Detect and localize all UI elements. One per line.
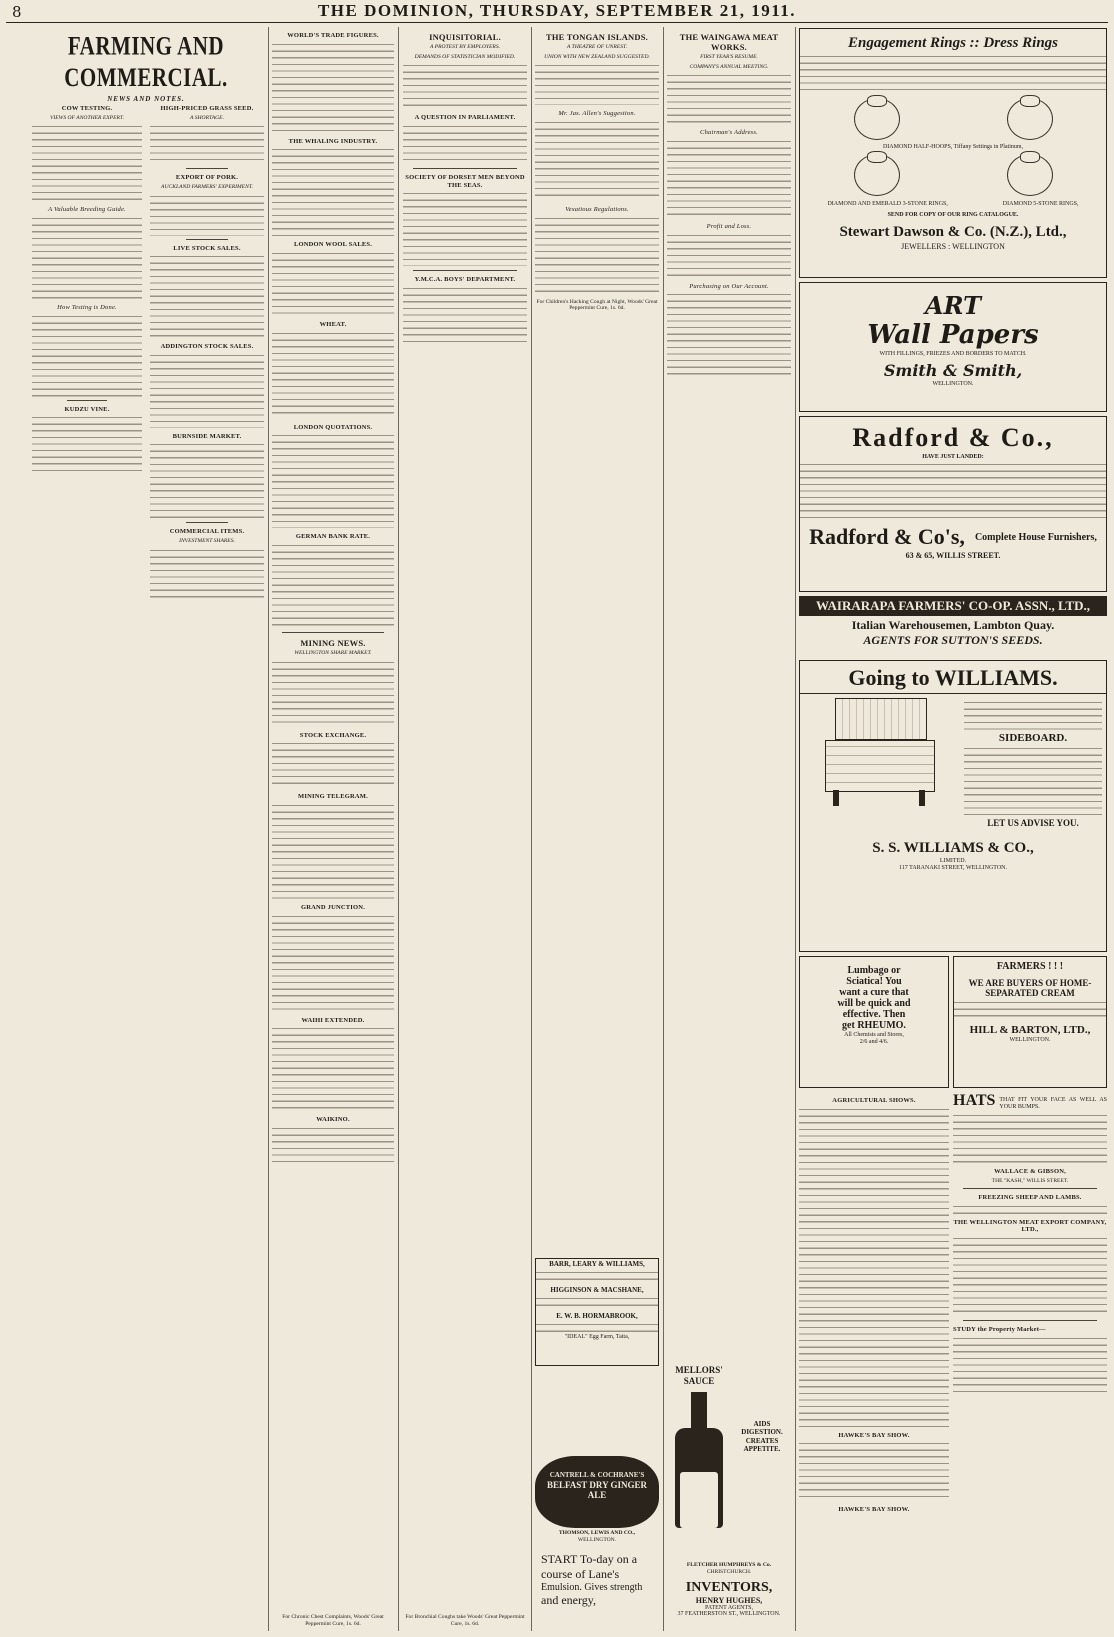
body-text xyxy=(32,216,142,299)
column-rule xyxy=(663,27,664,1631)
body-text xyxy=(272,543,394,628)
article-headline: KUDZU VINE. xyxy=(64,405,110,413)
divider xyxy=(413,270,517,271)
ad-address: 63 & 65, WILLIS STREET. xyxy=(905,551,1001,560)
radford-furnishers-ad xyxy=(799,416,1107,592)
ad-city: CHRISTCHURCH. xyxy=(706,1568,752,1575)
article-column-6 xyxy=(667,27,791,1357)
article-headline: GRAND JUNCTION. xyxy=(300,903,366,911)
column-rule xyxy=(398,27,399,1631)
ad-text xyxy=(536,1296,658,1310)
ad-text: DIAMOND 5-STONE RINGS, xyxy=(1002,201,1079,207)
ad-firm-name: HILL & BARTON, LTD., xyxy=(969,1024,1091,1036)
article-headline: WAIHI EXTENDED. xyxy=(301,1016,365,1024)
ad-title: HAWKE'S BAY SHOW. xyxy=(838,1431,910,1439)
smith-wallpapers-ad xyxy=(799,282,1107,412)
ad-brand: MELLORS' xyxy=(675,1365,723,1375)
article-subhead: VIEWS OF ANOTHER EXPERT. xyxy=(49,114,125,121)
article-subhead: A SHORTAGE. xyxy=(190,114,224,121)
footer-text: For Bronchial Coughs take Woods' Great Peppermint Cure, 1s. 6d. xyxy=(405,1614,525,1627)
ad-firm-name: WALLACE & GIBSON, xyxy=(994,1167,1066,1175)
ad-address: THE "KASH," WILLIS STREET. xyxy=(991,1177,1069,1184)
article-subheading: Mr. Jas. Allen's Suggestion. xyxy=(558,110,636,118)
ad-text xyxy=(964,700,1102,730)
article-subheading: A Valuable Breeding Guide. xyxy=(48,206,126,214)
footer-text: For Children's Hacking Cough at Night, Woods' Great Peppermint Cure, 1s. 6d. xyxy=(536,298,658,312)
article-headline: INQUISITORIAL. xyxy=(429,32,501,42)
ad-firm-name: THE WELLINGTON MEAT EXPORT COMPANY, LTD., xyxy=(953,1218,1107,1234)
body-text xyxy=(150,194,264,236)
article-column-4 xyxy=(403,27,527,1627)
column-footer xyxy=(403,1614,527,1628)
body-text xyxy=(403,124,527,164)
column-footer xyxy=(272,1614,394,1628)
body-text xyxy=(535,63,659,105)
article-headline: STOCK EXCHANGE. xyxy=(299,731,367,739)
body-text xyxy=(272,433,394,528)
ad-city: WELLINGTON. xyxy=(577,1536,617,1543)
ad-line: Emulsion. Gives strength xyxy=(541,1582,643,1593)
ring-captions xyxy=(800,200,1106,208)
ad-text: AGENTS FOR SUTTON'S SEEDS. xyxy=(863,633,1043,647)
ad-title: FREEZING SHEEP AND LAMBS. xyxy=(978,1194,1082,1202)
ad-brand: CANTRELL & COCHRANE'S xyxy=(549,1471,645,1479)
body-text xyxy=(150,442,264,519)
article-subheading: Vexatious Regulations. xyxy=(565,205,629,213)
ad-text xyxy=(800,54,1106,94)
inventors-ad xyxy=(667,1580,791,1628)
ad-text xyxy=(536,1322,658,1332)
ad-firm-sub: JEWELLERS : WELLINGTON xyxy=(901,242,1005,251)
article-subheading: Chairman's Address. xyxy=(700,129,758,137)
masthead-rule xyxy=(6,22,1108,23)
williams-illustration xyxy=(800,694,960,832)
sauce-bottle-icon xyxy=(669,1392,729,1532)
body-text xyxy=(535,216,659,295)
column-footer xyxy=(535,299,659,312)
lanes-emulsion-ad xyxy=(535,1552,659,1628)
ad-tagline: AIDS DIGESTION. CREATES APPETITE. xyxy=(741,1420,783,1453)
ad-line: 2/6 and 4/6. xyxy=(859,1039,889,1045)
body-text xyxy=(272,42,394,133)
hill-barton-cream-ad xyxy=(953,956,1107,1088)
article-column-5 xyxy=(535,27,659,1257)
article-headline: HIGH-PRICED GRASS SEED. xyxy=(160,105,254,112)
ad-title: Wall Papers xyxy=(867,320,1039,350)
body-text xyxy=(272,147,394,236)
ad-title: HATS xyxy=(953,1092,996,1109)
divider xyxy=(67,400,107,401)
ad-firm-name: HIGGINSON & MACSHANE, xyxy=(550,1286,644,1294)
ginger-ale-agents xyxy=(535,1530,659,1548)
mellors-sauce-agents xyxy=(667,1562,791,1578)
article-headline: THE TONGAN ISLANDS. xyxy=(546,32,648,42)
williams-body xyxy=(800,694,1106,832)
ad-title: AGRICULTURAL SHOWS. xyxy=(832,1097,916,1104)
page-number: 8 xyxy=(12,3,22,21)
ad-title: FARMERS ! ! ! xyxy=(996,961,1064,972)
ad-text xyxy=(953,1236,1107,1316)
body-text xyxy=(403,286,527,346)
article-subhead: INVESTMENT SHARES. xyxy=(179,538,235,545)
hats-ad xyxy=(953,1092,1107,1111)
ad-title: STUDY the Property Market— xyxy=(953,1326,1046,1334)
article-headline: COW TESTING. xyxy=(61,105,113,112)
ad-line: get RHEUMO. xyxy=(842,1020,906,1031)
wairarapa-farmers-ad xyxy=(799,596,1107,656)
body-text xyxy=(667,73,791,124)
ad-product: SIDEBOARD. xyxy=(998,732,1068,744)
article-subhead: DEMANDS OF STATISTICIAN MODIFIED. xyxy=(414,53,516,60)
ad-text: DIAMOND AND EMERALD 3-STONE RINGS, xyxy=(827,201,948,207)
article-headline: SOCIETY OF DORSET MEN BEYOND THE SEAS. xyxy=(405,173,525,189)
section-title: FARMING AND COMMERCIAL. xyxy=(64,30,228,92)
ad-firm-name: "IDEAL" Egg Farm, Taita, xyxy=(564,1334,630,1340)
ad-title: INVENTORS, xyxy=(685,1580,773,1595)
ad-line: want a cure that xyxy=(839,987,909,998)
williams-copy xyxy=(960,694,1106,832)
professional-cards-ad xyxy=(535,1258,659,1366)
article-headline: MINING NEWS. xyxy=(300,637,366,648)
ad-line: course of Lane's xyxy=(541,1567,620,1581)
body-text xyxy=(667,139,791,218)
body-text xyxy=(272,741,394,788)
ad-line: All Chemists and Stores, xyxy=(844,1032,904,1038)
ad-text xyxy=(800,462,1106,522)
ad-text xyxy=(799,1441,949,1501)
article-subhead: UNION WITH NEW ZEALAND SUGGESTED. xyxy=(544,53,650,60)
column-rule xyxy=(531,27,532,1631)
mellors-sauce-ad xyxy=(667,1364,731,1560)
classified-ads-right xyxy=(953,1092,1107,1522)
farming-section-header xyxy=(28,27,264,103)
ad-text xyxy=(964,746,1102,816)
ring-icon xyxy=(1007,154,1053,196)
ring-illustrations xyxy=(800,154,1106,196)
ad-title: WAIRARAPA FARMERS' CO-OP. ASSN., LTD., xyxy=(799,596,1107,616)
article-headline: LONDON QUOTATIONS. xyxy=(293,423,373,431)
article-subhead: COMPANY'S ANNUAL MEETING. xyxy=(689,63,769,70)
article-column-3 xyxy=(272,27,394,1627)
stewart-dawson-rings-ad xyxy=(799,28,1107,278)
ad-firm-name: FLETCHER HUMPHREYS & Co. xyxy=(686,1562,772,1568)
ad-line: START To-day on a xyxy=(541,1552,638,1566)
ad-city: WELLINGTON. xyxy=(1009,1037,1051,1043)
article-subheading: Purchasing on Our Account. xyxy=(689,282,769,290)
ad-text xyxy=(954,1000,1106,1022)
ad-text xyxy=(799,1107,949,1427)
section-subtitle: NEWS AND NOTES. xyxy=(107,94,185,103)
masthead xyxy=(0,0,1114,22)
ad-line: will be quick and xyxy=(837,998,911,1009)
column-rule xyxy=(268,27,269,1631)
body-text xyxy=(272,1026,394,1111)
mellors-sauce-tagline xyxy=(733,1420,791,1490)
body-text xyxy=(272,803,394,899)
article-headline: A QUESTION IN PARLIAMENT. xyxy=(414,114,516,122)
body-text xyxy=(32,314,142,397)
body-text xyxy=(272,660,394,727)
classified-ads-left xyxy=(799,1092,949,1628)
williams-furniture-ad xyxy=(799,660,1107,952)
newspaper-title: THE DOMINION, THURSDAY, SEPTEMBER 21, 1911. xyxy=(317,1,797,20)
body-text xyxy=(150,254,264,338)
ad-subtitle: THAT FIT YOUR FACE AS WELL AS YOUR BUMPS. xyxy=(999,1096,1107,1110)
article-headline: COMMERCIAL ITEMS. xyxy=(169,528,245,536)
ad-text: WITH FILLINGS, FRIEZES AND BORDERS TO MATCH. xyxy=(879,351,1027,357)
ad-subtitle: Italian Warehousemen, Lambton Quay. xyxy=(851,618,1055,632)
article-headline: WHEAT. xyxy=(319,320,347,328)
article-headline: Y.M.C.A. BOYS' DEPARTMENT. xyxy=(414,276,516,284)
divider xyxy=(186,239,227,240)
ad-line: and energy, xyxy=(541,1593,596,1607)
article-headline: BURNSIDE MARKET. xyxy=(172,432,242,440)
ad-firm-name: Stewart Dawson & Co. (N.Z.), Ltd., xyxy=(839,224,1067,240)
article-subheading: Profit and Loss. xyxy=(706,222,752,230)
ad-text xyxy=(953,1336,1107,1394)
sideboard-icon xyxy=(825,698,935,808)
ad-firm-name: THOMSON, LEWIS AND CO., xyxy=(558,1530,636,1536)
ad-tagline: Complete House Furnishers, xyxy=(974,531,1097,543)
ring-icon xyxy=(854,154,900,196)
article-subhead: FIRST YEAR'S RESUME. xyxy=(700,54,758,61)
ring-icon xyxy=(854,98,900,140)
ad-text: DIAMOND HALF-HOOPS, Tiffany Settings in Platinum, xyxy=(882,144,1024,150)
ginger-ale-ad xyxy=(535,1456,659,1528)
ad-firm-name: E. W. B. HORMABROOK, xyxy=(556,1312,638,1320)
ad-title-art: ART xyxy=(924,291,981,320)
ad-title: Radford & Co., xyxy=(852,423,1054,452)
body-text xyxy=(150,548,264,599)
body-text xyxy=(32,415,142,476)
article-column-1 xyxy=(32,100,142,1627)
divider xyxy=(413,168,517,169)
ad-product: BELFAST DRY GINGER ALE xyxy=(546,1480,648,1500)
divider xyxy=(963,1188,1097,1189)
body-text xyxy=(150,124,264,165)
ad-subtitle: WE ARE BUYERS OF HOME-SEPARATED CREAM xyxy=(968,978,1092,998)
column-rule xyxy=(795,27,796,1631)
body-text xyxy=(535,120,659,201)
article-headline: ADDINGTON STOCK SALES. xyxy=(160,343,254,351)
ring-illustrations xyxy=(800,98,1106,140)
ad-firm-sub: LIMITED. xyxy=(939,858,967,864)
article-headline: WAIKINO. xyxy=(316,1116,350,1124)
article-column-2 xyxy=(150,100,264,1627)
article-headline: THE WAINGAWA MEAT WORKS. xyxy=(679,32,779,53)
ad-firm-name: Radford & Co's, xyxy=(809,524,965,549)
radford-footer xyxy=(800,524,1106,550)
divider xyxy=(282,632,384,633)
body-text xyxy=(272,251,394,316)
ad-text xyxy=(953,1204,1107,1214)
article-headline: EXPORT OF PORK. xyxy=(175,174,239,182)
body-text xyxy=(272,914,394,1012)
ad-address: 37 FEATHERSTON ST., WELLINGTON. xyxy=(677,1611,781,1617)
ad-firm-name: BARR, LEARY & WILLIAMS, xyxy=(549,1260,645,1268)
body-text xyxy=(403,191,527,266)
article-subheading: How Testing is Done. xyxy=(57,303,117,311)
article-headline: THE WHALING INDUSTRY. xyxy=(288,137,378,145)
divider xyxy=(963,1320,1097,1321)
ad-title: Going to WILLIAMS. xyxy=(800,665,1106,694)
ad-firm-name: HENRY HUGHES, xyxy=(695,1596,763,1605)
body-text xyxy=(150,353,264,428)
article-headline: GERMAN BANK RATE. xyxy=(295,533,371,541)
body-text xyxy=(403,63,527,109)
article-subhead: WELLINGTON SHARE MARKET. xyxy=(294,649,372,656)
article-headline: LONDON WOOL SALES. xyxy=(293,241,373,249)
ad-title: Engagement Rings :: Dress Rings xyxy=(847,35,1059,51)
ad-text xyxy=(953,1113,1107,1163)
body-text xyxy=(667,292,791,379)
ad-line: effective. Then xyxy=(842,1009,906,1020)
body-text xyxy=(272,331,394,419)
ad-address: 117 TARANAKI STREET, WELLINGTON. xyxy=(898,865,1007,871)
ad-title: HAWKE'S BAY SHOW. xyxy=(838,1506,910,1514)
body-text xyxy=(667,233,791,278)
ad-text: PATENT AGENTS, xyxy=(704,1605,753,1611)
ad-cta: LET US ADVISE YOU. xyxy=(987,818,1079,828)
body-text xyxy=(272,1126,394,1166)
footer-text: For Chronic Chest Complaints, Woods' Great Peppermint Cure, 1s. 6d. xyxy=(282,1614,384,1627)
ad-firm-name: S. S. WILLIAMS & CO., xyxy=(872,840,1034,856)
ad-text: SEND FOR COPY OF OUR RING CATALOGUE. xyxy=(887,212,1019,218)
rheumo-lumbago-ad xyxy=(799,956,949,1088)
ad-product: SAUCE xyxy=(683,1376,715,1386)
ad-city: WELLINGTON. xyxy=(932,381,974,387)
divider xyxy=(186,522,227,523)
ad-subtitle: HAVE JUST LANDED: xyxy=(922,454,984,460)
article-headline: LIVE STOCK SALES. xyxy=(173,244,241,252)
ad-text xyxy=(536,1270,658,1284)
ad-firm-name: Smith & Smith, xyxy=(883,361,1023,380)
article-headline: WORLD'S TRADE FIGURES. xyxy=(287,32,379,39)
ring-icon xyxy=(1007,98,1053,140)
article-headline: MINING TELEGRAM. xyxy=(298,793,368,801)
article-subhead: A PROTEST BY EMPLOYERS. xyxy=(429,44,501,51)
article-subhead: A THEATRE OF UNREST. xyxy=(566,44,628,51)
divider xyxy=(186,168,227,169)
ad-line: Sciatica! You xyxy=(846,976,902,987)
body-text xyxy=(32,124,142,201)
article-subhead: AUCKLAND FARMERS' EXPERIMENT. xyxy=(161,183,253,190)
ad-line: Lumbago or xyxy=(847,965,901,976)
